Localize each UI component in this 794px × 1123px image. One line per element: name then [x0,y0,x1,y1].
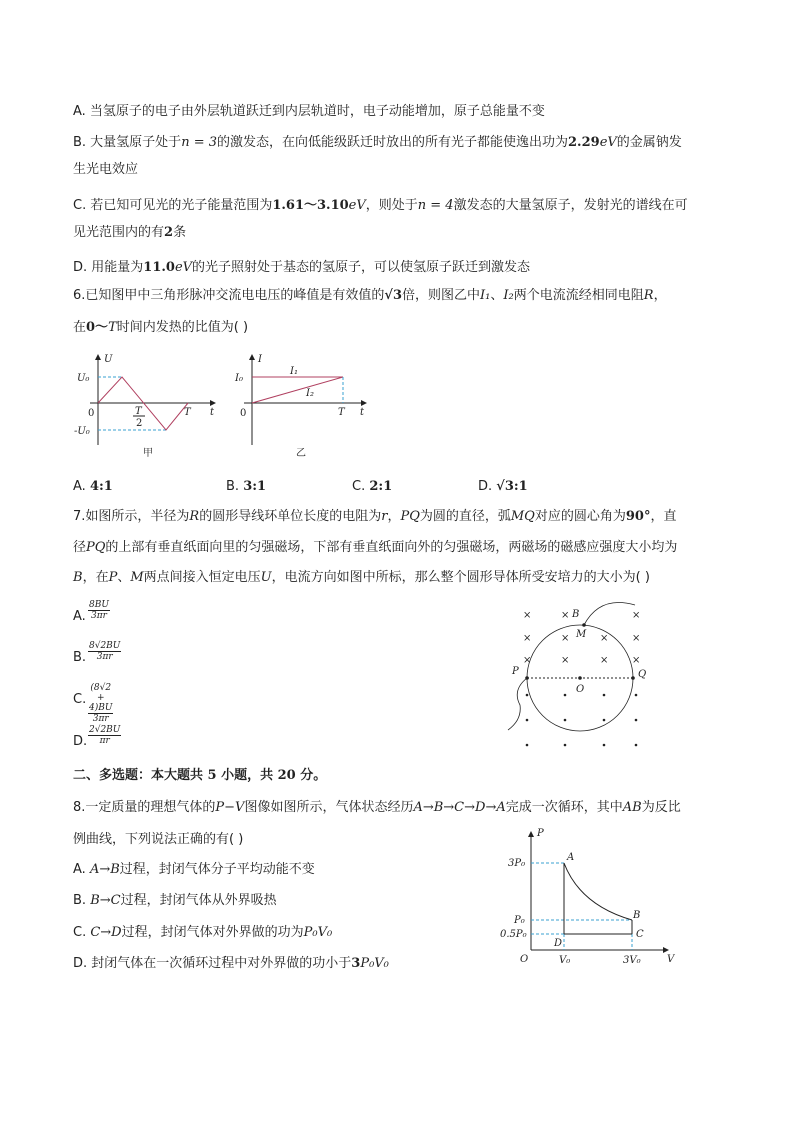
svg-text:t: t [210,407,215,418]
text-segment: P−V [215,800,245,815]
text-segment: ，电流方向如图中所标，那么整个圆形导体所受安培力的大小为( ) [271,570,650,585]
field-into-page-icon: × [523,633,532,644]
text-segment: B. [73,893,91,908]
option-label: B. [226,479,240,494]
svg-text:0.5P₀: 0.5P₀ [500,929,527,940]
svg-text:T: T [338,407,345,418]
option-label: D. [478,479,493,494]
text-segment: 时间内发热的比值为( ) [116,320,249,335]
field-out-of-page-icon [635,719,638,722]
text-segment: PQ [86,540,106,555]
text-segment: 的光子照射处于基态的氢原子，可以使氢原子跃迁到激发态 [192,260,531,275]
text-segment: 为反比 [641,800,681,815]
text-segment: B→C [90,893,121,908]
svg-text:O: O [520,954,529,965]
text-segment: eV [348,198,366,213]
text-segment: 激发态的大量氢原子，发射光的谱线在可 [453,198,688,213]
text-segment: eV [174,260,193,275]
svg-text:V₀: V₀ [559,955,571,966]
text-segment: C. [73,925,91,940]
svg-text:I₀: I₀ [235,373,243,384]
field-into-page-icon: × [632,633,641,644]
field-out-of-page-icon [526,719,529,722]
text-segment: 7.如图所示，半径为 [73,509,190,524]
text-segment: 6.已知图甲中三角形脉冲交流电电压的峰值是有效值的 [73,288,385,303]
text-segment: 、 [490,288,504,303]
field-into-page-icon: × [600,633,609,644]
field-out-of-page-icon [603,694,606,697]
option-value: 3:1 [243,479,267,494]
svg-text:0: 0 [240,408,247,419]
svg-text:B: B [572,609,580,620]
text-segment: 倍，则图乙中 [402,288,481,303]
svg-text:0: 0 [88,408,95,419]
figure-yi [234,354,366,459]
text-segment: 、 [117,570,131,585]
text-segment: M [130,570,144,585]
text-segment: 为圆的直径，弧 [419,509,511,524]
text-segment: 在 [73,320,87,335]
text-segment: 的圆形导线环单位长度的电阻为 [199,509,382,524]
figure-circle-field [508,603,646,747]
denominator: 3πr [90,611,107,621]
svg-text:乙: 乙 [296,448,306,459]
field-out-of-page-icon [564,719,567,722]
text-segment: 的金属钠发 [616,135,682,150]
text-segment: 的上部有垂直纸面向里的匀强磁场，下部有垂直纸面向外的匀强磁场，两磁场的磁感应强度大小均为 [105,540,678,555]
option-label: C. [352,479,366,494]
text-segment: 条 [173,225,187,240]
text-segment: A. 当氢原子的电子由外层轨道跃迁到内层轨道时，电子动能增加，原子总能量不变 [73,104,545,119]
figure-pv-diagram [500,828,676,966]
svg-text:T: T [135,406,142,417]
svg-text:M: M [576,629,587,640]
text-segment: P₀V₀ [360,956,389,971]
field-into-page-icon: × [632,610,641,621]
text-segment: A→B→C→D→A [413,800,506,815]
svg-text:P: P [512,666,519,677]
denominator: 3πr [96,652,113,662]
figure-jia [74,354,215,459]
option-label: D. [73,734,88,749]
svg-text:I₂: I₂ [306,388,314,399]
svg-text:3V₀: 3V₀ [623,955,641,966]
svg-text:A: A [567,852,575,863]
svg-text:Q: Q [638,669,647,680]
option-value: 2:1 [369,479,393,494]
text-segment: 2.29 [568,135,600,150]
text-segment: B [73,570,83,585]
text-segment: A. [73,862,90,877]
field-out-of-page-icon [526,694,529,697]
field-into-page-icon: × [523,610,532,621]
text-segment: 径 [73,540,87,555]
svg-text:P₀: P₀ [514,915,525,926]
svg-text:C: C [636,929,644,940]
text-segment: AB [622,800,642,815]
text-segment: 11.0 [143,260,175,275]
field-out-of-page-icon [603,719,606,722]
svg-text:t: t [360,407,365,418]
field-out-of-page-icon [526,744,529,747]
svg-text:B: B [633,910,641,921]
option-label: A. [73,479,86,494]
text-segment: 两点间接入恒定电压 [143,570,261,585]
svg-text:甲: 甲 [143,448,153,459]
denominator: πr [99,736,110,746]
text-segment: ，在 [82,570,109,585]
text-segment: 90° [625,509,651,524]
svg-text:P: P [537,828,544,839]
text-segment: PQ [400,509,420,524]
field-out-of-page-icon [635,694,638,697]
field-into-page-icon: × [561,633,570,644]
text-segment: D. 用能量为 [73,260,144,275]
svg-text:I: I [258,354,262,365]
text-segment: r [381,509,388,524]
svg-text:-U₀: -U₀ [74,426,90,437]
text-segment: U [260,570,272,585]
text-segment: R [189,509,200,524]
text-segment: n = 3 [181,135,217,150]
text-segment: B. 大量氢原子处于 [73,135,182,150]
option-value: √3:1 [496,479,528,494]
text-segment: P₀V₀ [303,925,333,940]
text-segment: I₂ [503,288,514,303]
text-segment: ， [653,288,667,303]
option-value: 4:1 [89,479,113,494]
text-segment: 过程，封闭气体从外界吸热 [120,893,277,908]
text-segment: 生光电效应 [73,162,139,177]
text-segment: ，则处于 [365,198,418,213]
svg-text:U₀: U₀ [77,373,90,384]
text-segment: D. 封闭气体在一次循环过程中对外界做的功小于 [73,956,352,971]
text-segment: 图像如图所示，气体状态经历 [244,800,414,815]
denominator: 3πr [92,714,109,724]
text-segment: n = 4 [417,198,454,213]
svg-text:3P₀: 3P₀ [508,858,526,869]
numerator: 8BU [89,600,109,610]
text-segment: 见光范围内的有 [73,225,165,240]
text-segment: 两个电流流经相同电阻 [513,288,644,303]
text-segment: C. 若已知可见光的光子能量范围为 [73,198,273,213]
text-segment: MQ [510,509,535,524]
text-segment: 例曲线，下列说法正确的有( ) [73,832,244,847]
svg-text:T: T [184,407,191,418]
field-into-page-icon: × [632,655,641,666]
svg-text:2: 2 [136,418,143,429]
svg-text:D: D [554,938,563,949]
text-segment: 对应的圆心角为 [534,509,626,524]
text-segment: P [108,570,118,585]
text-segment: 0～ [86,320,109,335]
numerator: 2√2BU [89,725,121,735]
text-segment: 1.61～3.10 [272,198,349,213]
option-label: A. [73,609,86,624]
field-into-page-icon: × [561,610,570,621]
text-segment: 的激发态，在向低能级跃迁时放出的所有光子都能使逸出功为 [217,135,569,150]
field-into-page-icon: × [600,655,609,666]
numerator: (8√2 + 4)BU [89,683,113,713]
text-segment: 8.一定质量的理想气体的 [73,800,216,815]
svg-text:O: O [576,684,585,695]
text-segment: T [108,320,117,335]
text-segment: 过程，封闭气体分子平均动能不变 [119,862,315,877]
numerator: 8√2BU [89,641,121,651]
field-into-page-icon: × [523,655,532,666]
option-label: B. [73,650,87,665]
option-label: C. [73,692,87,707]
text-segment: 二、多选题：本大题共 5 小题，共 20 分。 [73,768,327,783]
text-segment: eV [599,135,617,150]
text-segment: 3 [351,956,361,971]
text-segment: 过程，封闭气体对外界做的功为 [121,925,304,940]
text-segment: ， [387,509,401,524]
text-segment: A→B [89,862,120,877]
text-segment: 2 [164,225,174,240]
text-segment: C→D [90,925,122,940]
field-out-of-page-icon [564,744,567,747]
field-out-of-page-icon [603,744,606,747]
field-into-page-icon: × [561,655,570,666]
text-segment: I₁ [480,288,491,303]
text-segment: 完成一次循环，其中 [505,800,623,815]
text-segment: √3 [384,288,402,303]
field-out-of-page-icon [635,744,638,747]
field-out-of-page-icon [564,694,567,697]
text-segment: ，直 [650,509,677,524]
text-segment: R [643,288,654,303]
svg-text:U: U [104,354,113,365]
svg-text:V: V [667,954,675,965]
svg-text:I₁: I₁ [290,366,298,377]
